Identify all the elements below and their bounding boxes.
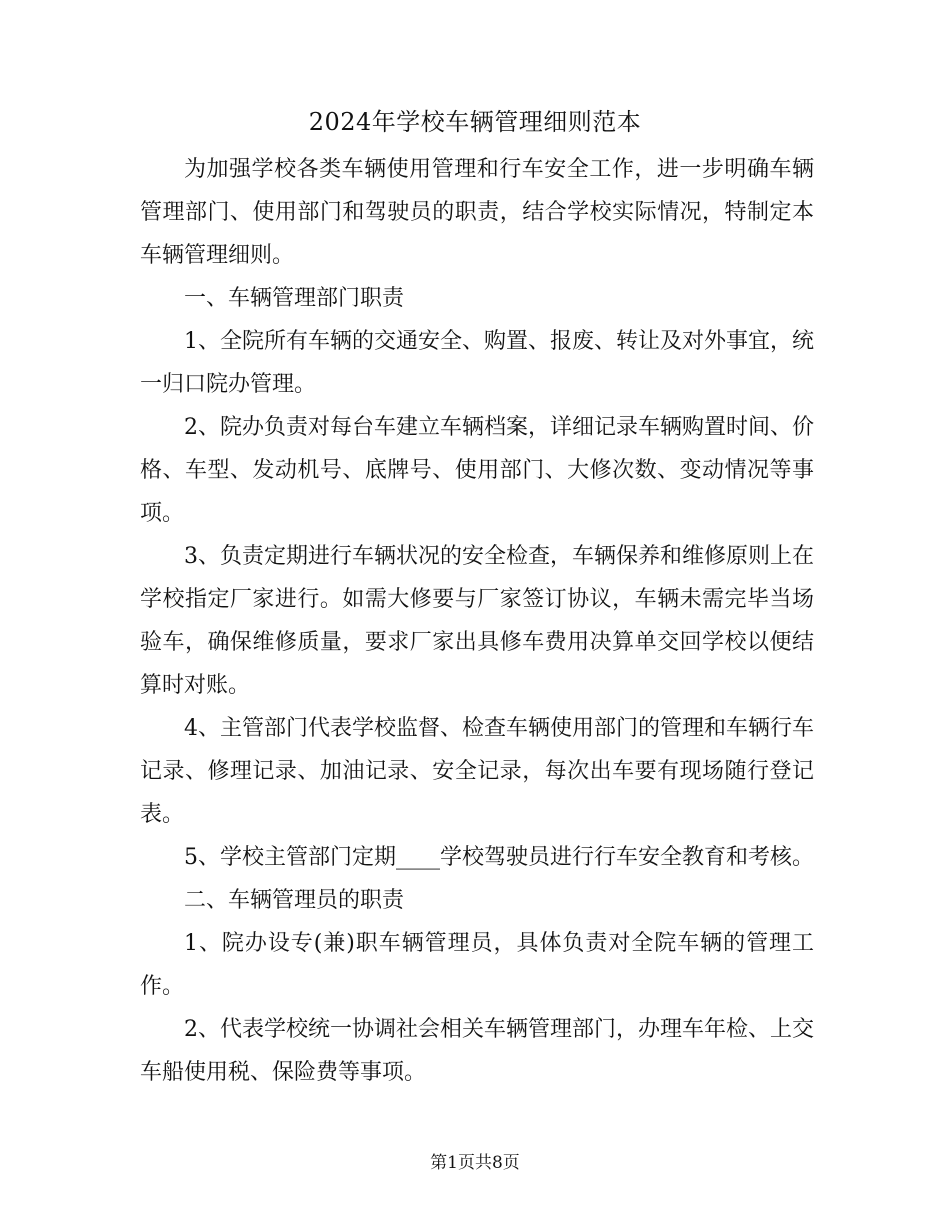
intro-paragraph: 为加强学校各类车辆使用管理和行车安全工作，进一步明确车辆管理部门、使用部门和驾驶员的职责，结合学校实际情况，特制定本车辆管理细则。 <box>140 157 814 268</box>
section-2-item-2: 2、代表学校统一协调社会相关车辆管理部门，办理车年检、上交车船使用税、保险费等事项。 <box>140 1017 814 1085</box>
page-number-footer: 第1页共8页 <box>430 1153 520 1173</box>
section-1-item-3: 3、负责定期进行车辆状况的安全检查，车辆保养和维修原则上在学校指定厂家进行。如需大修要与厂家签订协议，车辆未需完毕当场验车，确保维修质量，要求厂家出具修车费用决算单交回学校以便结算时对账。 <box>140 544 814 698</box>
section-1-item-5: 5、学校主管部门定期____学校驾驶员进行行车安全教育和考核。 <box>184 845 814 870</box>
document-title: 2024年学校车辆管理细则范本 <box>308 108 642 136</box>
section-1-item-2: 2、院办负责对每台车建立车辆档案，详细记录车辆购置时间、价格、车型、发动机号、底牌号、使用部门、大修次数、变动情况等事项。 <box>140 415 814 526</box>
section-1-item-1: 1、全院所有车辆的交通安全、购置、报废、转让及对外事宜，统一归口院办管理。 <box>140 329 814 397</box>
section-2-item-1: 1、院办设专(兼)职车辆管理员，具体负责对全院车辆的管理工作。 <box>140 931 814 999</box>
section-heading-1: 一、车辆管理部门职责 <box>184 286 405 311</box>
section-1-item-4: 4、主管部门代表学校监督、检查车辆使用部门的管理和车辆行车记录、修理记录、加油记录、安全记录，每次出车要有现场随行登记表。 <box>140 716 814 827</box>
section-heading-2: 二、车辆管理员的职责 <box>184 888 405 913</box>
document-body <box>140 148 814 1094</box>
